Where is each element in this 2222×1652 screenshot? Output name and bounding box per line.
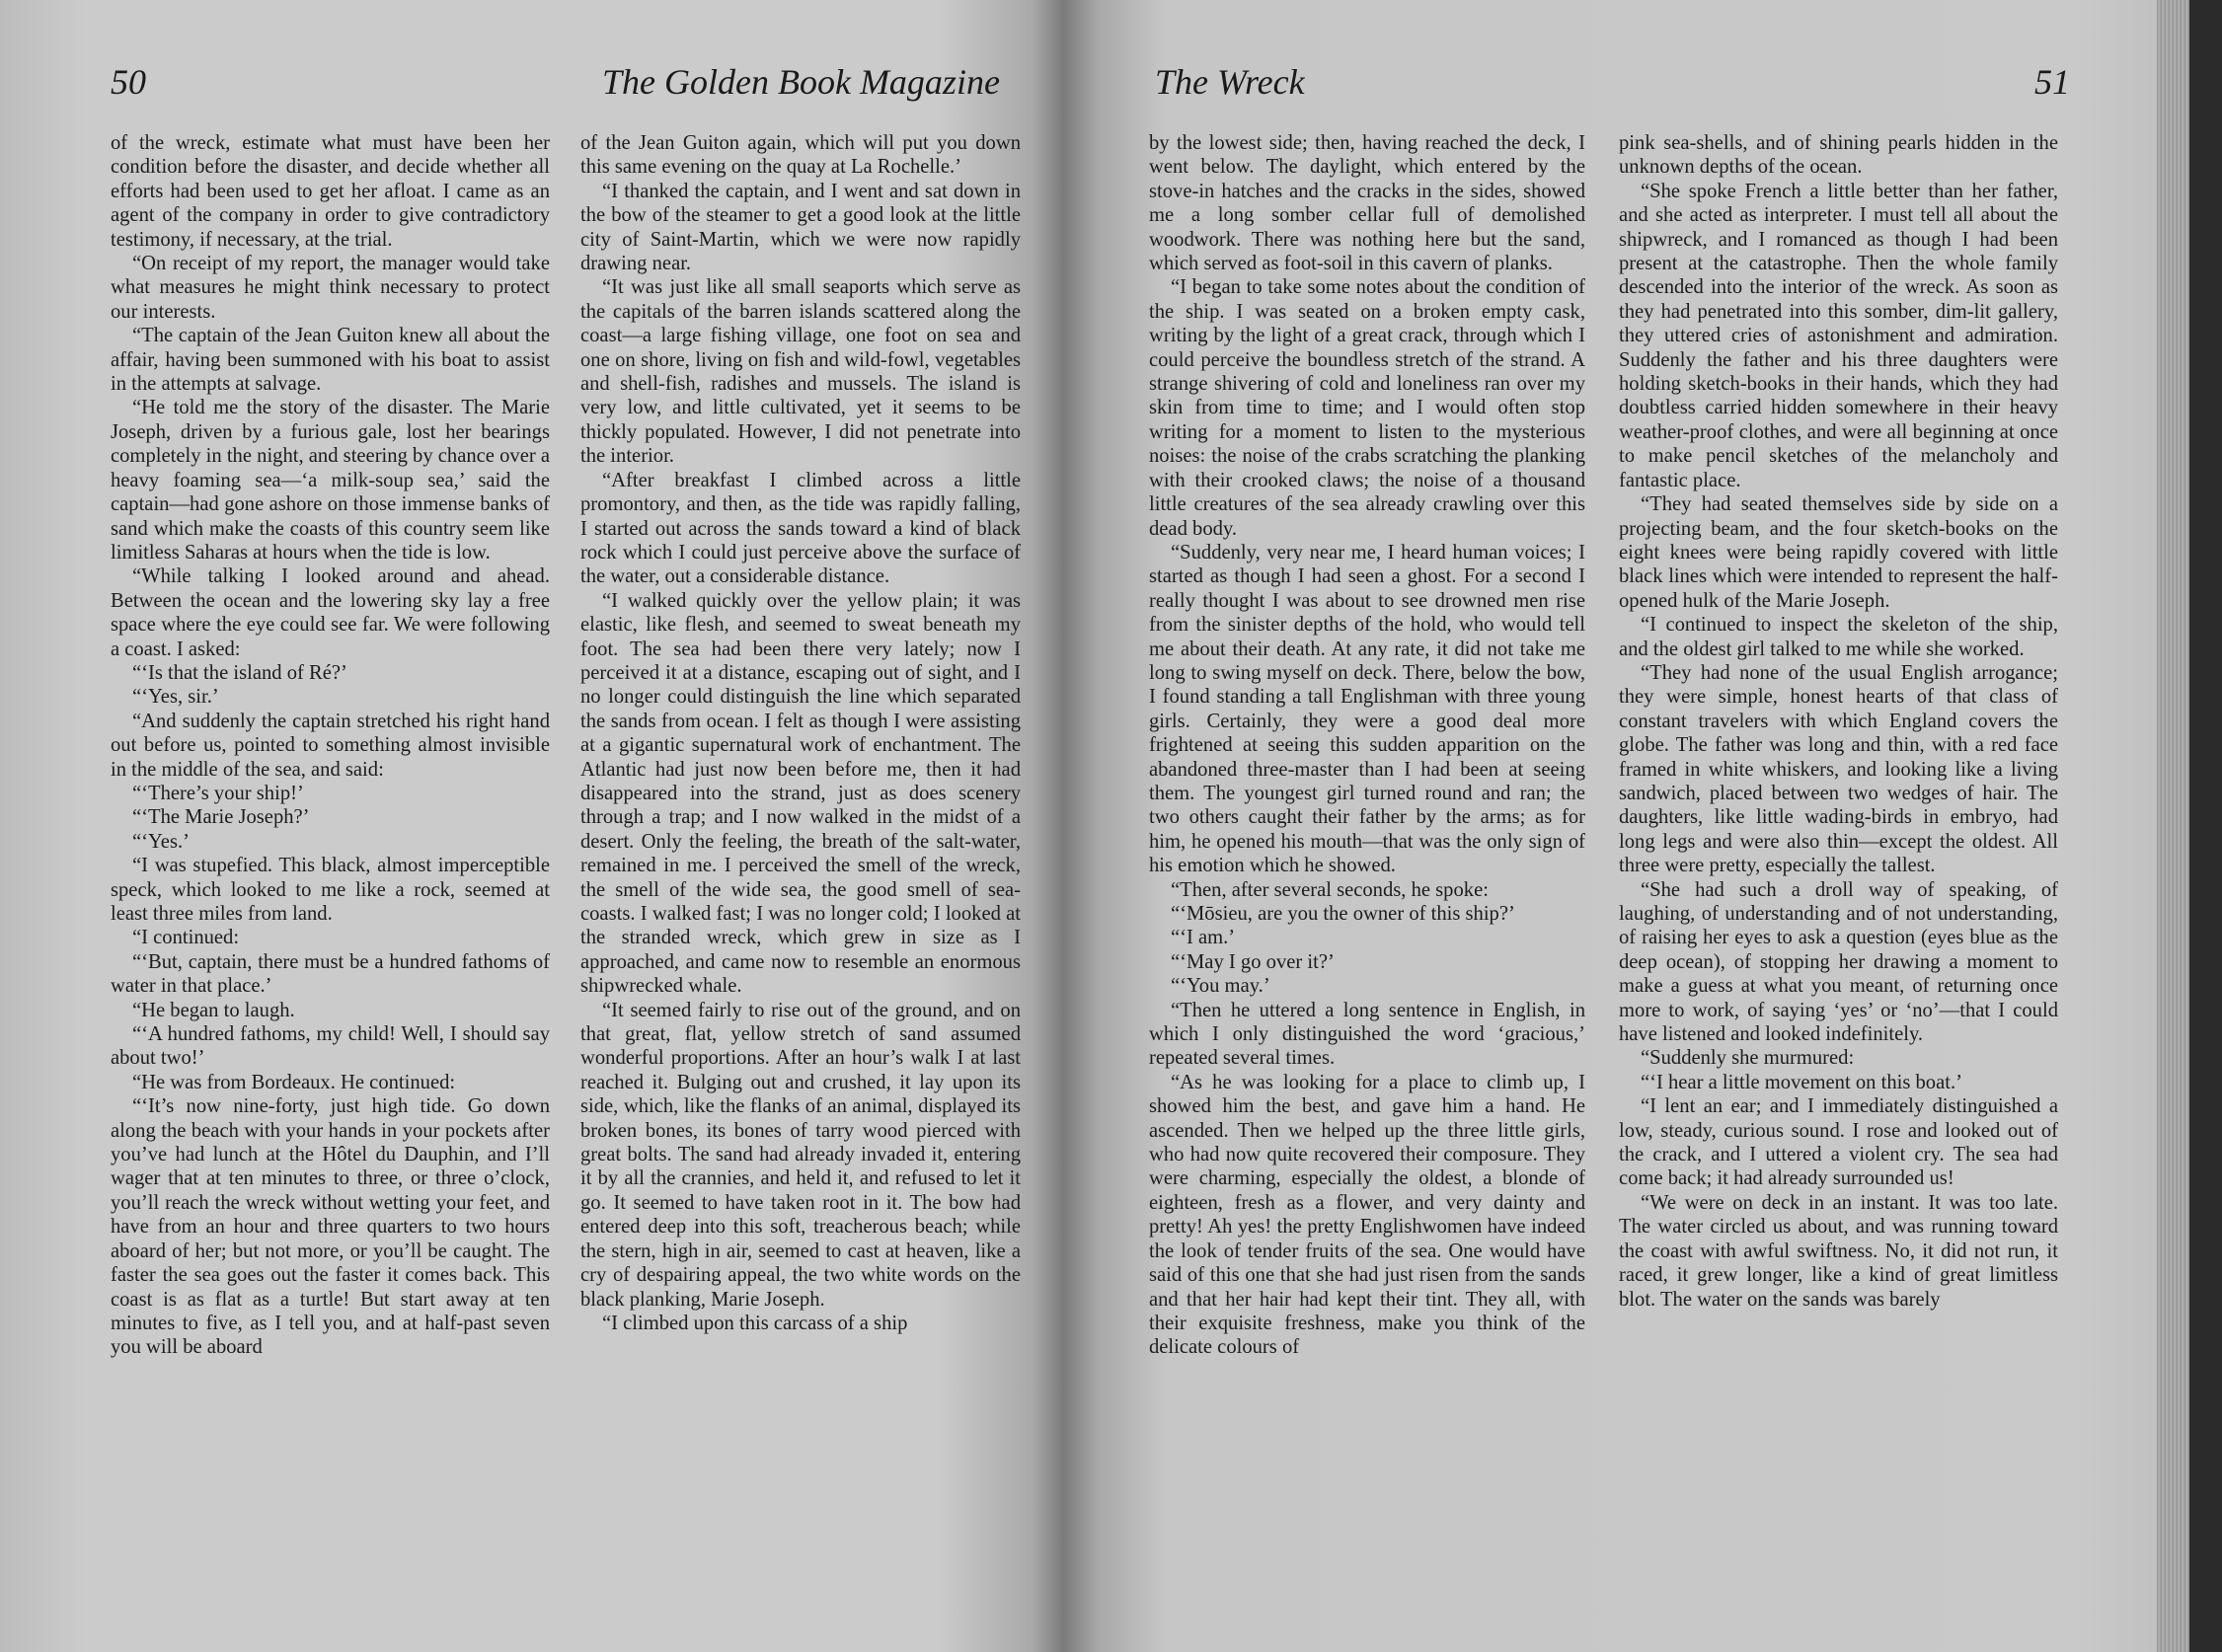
paragraph: by the lowest side; then, having reached the deck, I went below. The daylight, which entered by the stove-in hatches and the cracks in the sides, showed me a long somber cellar full of demolished woodwork. There was nothing here but the sand, which served as foot-soil in this cavern of planks.: [1149, 132, 1585, 275]
paragraph: “‘Yes.’: [132, 830, 190, 853]
paragraph: “‘You may.’: [1171, 975, 1270, 998]
paragraph: “I thanked the captain, and I went and sat down in the bow of the steamer to get a good look at the little city of Saint-Martin, which we were now rapidly drawing near.: [580, 180, 1021, 275]
paragraph: “We were on deck in an instant. It was too late. The water circled us about, and was running toward the coast with awful swiftness. No, it did not run, it raced, it grew longer, like a kind of great limitless blot. The water on the sands was barely: [1619, 1191, 2058, 1311]
right-page-column-1: [1149, 131, 1585, 1360]
left-page-column-2: [580, 131, 1021, 1335]
page-number-left: 50: [111, 62, 146, 102]
paragraph: “They had seated themselves side by side on a projecting beam, and the four sketch-books on the eight knees were being rapidly covered with little black lines which were intended to represent the half-opened hulk of the Marie Joseph.: [1619, 493, 2058, 612]
paragraph: “‘The Marie Joseph?’: [132, 806, 310, 829]
paragraph: “It was just like all small seaports which serve as the capitals of the barren islands scattered along the coast—a large fishing village, one foot on sea and one on shore, living on fish and wild-fowl, vegetables and shell-fish, radishes and mussels. The island is very low, and little cultivated, yet it seems to be thickly populated. However, I did not penetrate into the interior.: [580, 276, 1021, 468]
paragraph: “‘But, captain, there must be a hundred fathoms of water in that place.’: [111, 950, 550, 998]
right-page: [1064, 0, 2189, 1652]
paragraph: of the wreck, estimate what must have been her condition before the disaster, and decide whether all efforts had been used to get her afloat. I came as an agent of the company in order to give contradictory testimony, if necessary, at the trial.: [111, 132, 550, 251]
paragraph: “As he was looking for a place to climb up, I showed him the best, and gave him a hand. He ascended. Then we helped up the three little girls, who had now quite recovered their composure. They were charming, especially the oldest, a blonde of eighteen, fresh as a flower, and very dainty and pretty! Ah yes! the pretty Englishwomen have indeed the look of tender fruits of the sea. One would have said of this one that she had just risen from the sands and that her hair had kept their tint. They all, with their exquisite freshness, make you think of the delicate colours of: [1149, 1071, 1585, 1359]
paragraph: “He told me the story of the disaster. The Marie Joseph, driven by a furious gale, lost her bearings completely in the night, and steering by chance over a heavy foaming sea—‘a milk-soup sea,’ said the captain—had gone ashore on those immense banks of sand which make the coasts of this country seem like limitless Saharas at hours when the tide is low.: [111, 397, 550, 563]
paragraph: “I continued to inspect the skeleton of the ship, and the oldest girl talked to me while she worked.: [1619, 614, 2058, 660]
running-head-left: The Golden Book Magazine: [602, 62, 1000, 102]
paragraph: “And suddenly the captain stretched his right hand out before us, pointed to something almost invisible in the middle of the sea, and said:: [111, 710, 550, 781]
paragraph: pink sea-shells, and of shining pearls hidden in the unknown depths of the ocean.: [1619, 132, 2058, 179]
paragraph: “‘I hear a little movement on this boat.’: [1641, 1071, 1962, 1093]
paragraph: “She spoke French a little better than her father, and she acted as interpreter. I must tell all about the shipwreck, and I romanced as though I had been present at the catastrophe. Then the whole family descended into the interior of the wreck. As soon as they had penetrated into this somber, dim-lit gallery, they uttered cries of astonishment and admiration. Suddenly the father and his three daughters were holding sketch-books in their hands, which they had doubtless carried hidden somewhere in their heavy weather-proof clothes, and were all beginning at once to make pencil sketches of the melancholy and fantastic place.: [1619, 180, 2058, 491]
paragraph: “‘It’s now nine-forty, just high tide. Go down along the beach with your hands in your pockets after you’ve had lunch at the Hôtel du Dauphin, and I’ll wager that at ten minutes to three, or three o’clock, you’ll reach the wreck without wetting your feet, and have from an hour and three quarters to two hours aboard of her; but not more, or you’ll be caught. The faster the sea goes out the faster it comes back. This coast is as flat as a turtle! But start away at ten minutes to five, as I tell you, and at half-past seven you will be aboard: [111, 1095, 550, 1359]
paragraph: “After breakfast I climbed across a little promontory, and then, as the tide was rapidly falling, I started out across the sands toward a kind of black rock which I could just perceive above the surface of the water, out a considerable distance.: [580, 469, 1021, 588]
paragraph: “It seemed fairly to rise out of the ground, and on that great, flat, yellow stretch of sand assumed wonderful proportions. After an hour’s walk I at last reached it. Bulging out and crushed, it lay upon its side, which, like the flanks of an animal, displayed its broken bones, its bones of tarry wood pierced with great bolts. The sand had already invaded it, entering it by all the crannies, and held it, and refused to let it go. It seemed to have taken root in it. The bow had entered deep into this soft, treacherous beach; while the stern, high in air, seemed to cast at heaven, like a cry of despairing appeal, the two white words on the black planking, Marie Joseph.: [580, 999, 1021, 1311]
running-head-right: The Wreck: [1155, 62, 1305, 102]
paragraph: “They had none of the usual English arrogance; they were simple, honest hearts of that class of constant travelers with which England covers the globe. The father was long and thin, with a red face framed in white whiskers, and looking like a living sandwich, placed between two wedges of hair. The daughters, like little wading-birds in embryo, had long legs and were also thin—except the oldest. All three were pretty, especially the tallest.: [1619, 661, 2058, 877]
paragraph: “I continued:: [132, 927, 240, 949]
paragraph: “I was stupefied. This black, almost imperceptible speck, which looked to me like a rock, seemed at least three miles from land.: [111, 855, 550, 925]
paragraph: “‘Yes, sir.’: [132, 686, 219, 709]
paragraph: “‘I am.’: [1171, 927, 1236, 949]
paragraph: “Suddenly, very near me, I heard human voices; I started as though I had seen a ghost. For a second I really thought I was about to see drowned men rise from the sinister depths of the hold, who would tell me about their death. At any rate, it did not take me long to swing myself on deck. There, below the bow, I found standing a tall Englishman with three young girls. Certainly, they were a good deal more frightened at seeing this sudden apparition on the abandoned three-master than I had been at seeing them. The youngest girl turned round and ran; the two others caught their father by the arms; as for him, he opened his mouth—that was the only sign of his emotion which he showed.: [1149, 541, 1585, 877]
paragraph: “I walked quickly over the yellow plain; it was elastic, like flesh, and seemed to sweat beneath my foot. The sea had been there very lately; now I perceived it at a distance, escaping out of sight, and I no longer could distinguish the line which separated the sands from ocean. I felt as though I were assisting at a gigantic supernatural work of enchantment. The Atlantic had just now been before me, then it had disappeared into the strand, just as does scenery through a trap; and I now walked in the midst of a desert. Only the feeling, the breath of the salt-water, remained in me. I perceived the smell of the wreck, the smell of the wide sea, the good smell of sea-coasts. I walked fast; I was no longer cold; I looked at the stranded wreck, which grew in size as I approached, and came now to resemble an enormous shipwrecked whale.: [580, 589, 1021, 998]
paragraph: “‘Is that the island of Ré?’: [132, 661, 347, 684]
paragraph: “I climbed upon this carcass of a ship: [602, 1312, 908, 1334]
paragraph: “I began to take some notes about the condition of the ship. I was seated on a broken empty cask, writing by the light of a great crack, through which I could perceive the boundless stretch of the strand. A strange shivering of cold and loneliness ran over my skin from time to time; and I would often stop writing for a moment to listen to the mysterious noises: the noise of the crabs scratching the planking with their crooked claws; the noise of a thousand little creatures of the sea already crawling over this dead body.: [1149, 276, 1585, 540]
paragraph: “I lent an ear; and I immediately distinguished a low, steady, curious sound. I rose and looked out of the crack, and I uttered a violent cry. The sea had come back; it had already surrounded us!: [1619, 1095, 2058, 1190]
paragraph: “‘A hundred fathoms, my child! Well, I should say about two!’: [111, 1023, 550, 1070]
paragraph: “‘Mōsieu, are you the owner of this ship?’: [1171, 903, 1515, 925]
paragraph: “‘There’s your ship!’: [132, 782, 304, 804]
page-number-right: 51: [2034, 62, 2070, 102]
paragraph: “Then, after several seconds, he spoke:: [1171, 878, 1489, 901]
paragraph: “Suddenly she murmured:: [1641, 1047, 1855, 1070]
paragraph: “While talking I looked around and ahead. Between the ocean and the lowering sky lay a free space where the eye could see far. We were following a coast. I asked:: [111, 565, 550, 660]
page-edge: [2157, 0, 2189, 1652]
paragraph: of the Jean Guiton again, which will put you down this same evening on the quay at La Rochelle.’: [580, 132, 1021, 179]
left-page: [0, 0, 1064, 1652]
paragraph: “On receipt of my report, the manager would take what measures he might think necessary to protect our interests.: [111, 253, 550, 323]
paragraph: “He was from Bordeaux. He continued:: [132, 1071, 456, 1093]
paragraph: “‘May I go over it?’: [1171, 950, 1335, 973]
right-page-column-2: [1619, 131, 2058, 1312]
paragraph: “She had such a droll way of speaking, of laughing, of understanding and of not understanding, of raising her eyes to ask a question (eyes blue as the deep ocean), of stopping her drawing a moment to make a guess at what you meant, of returning once more to work, of saying ‘yes’ or ‘no’—that I could have listened and looked indefinitely.: [1619, 878, 2058, 1046]
paragraph: “The captain of the Jean Guiton knew all about the affair, having been summoned with his boat to assist in the attempts at salvage.: [111, 325, 550, 396]
paragraph: “He began to laugh.: [132, 999, 295, 1021]
paragraph: “Then he uttered a long sentence in English, in which I only distinguished the word ‘gracious,’ repeated several times.: [1149, 999, 1585, 1070]
left-page-column-1: [111, 131, 550, 1360]
